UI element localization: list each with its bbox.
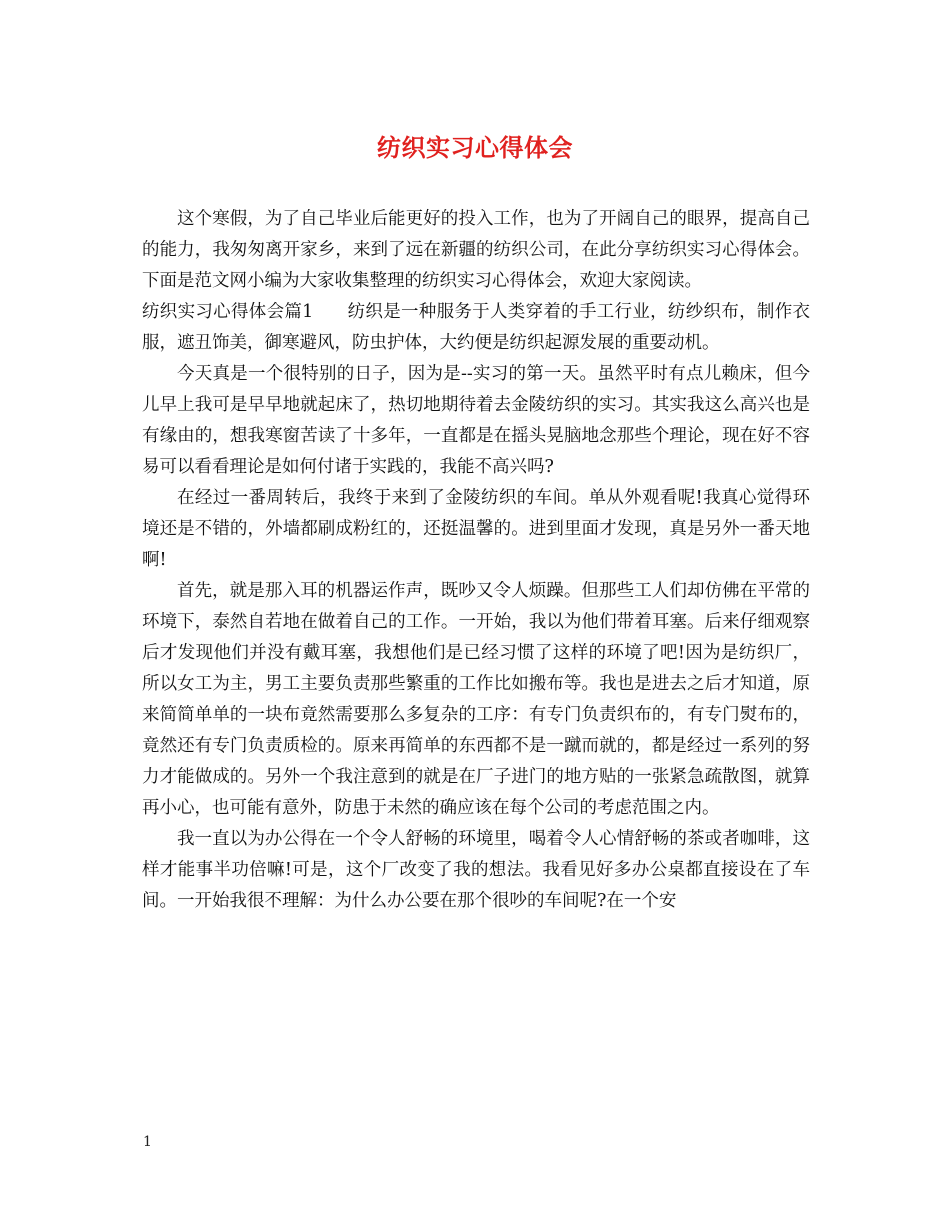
page-number: 1 bbox=[143, 1134, 152, 1150]
body-paragraph: 今天真是一个很特别的日子，因为是--实习的第一天。虽然平时有点儿赖床，但今儿早上我可是早早地就起床了，热切地期待着去金陵纺织的实习。其实我这么高兴也是有缘由的，想我寒窗苦读了十多年，一直都是在摇头晃脑地念那些个理论，现在好不容易可以看看理论是如何付诸于实践的，我能不高兴吗? bbox=[142, 364, 810, 477]
section-label: 纺织实习心得体会篇1 bbox=[142, 302, 314, 322]
section-first-paragraph bbox=[142, 297, 810, 359]
body-paragraph: 首先，就是那入耳的机器运作声，既吵又令人烦躁。但那些工人们却仿佛在平常的环境下，泰然自若地在做着自己的工作。一开始，我以为他们带着耳塞。后来仔细观察后才发现他们并没有戴耳塞，我想他们是已经习惯了这样的环境了吧!因为是纺织厂，所以女工为主，男工主要负责那些繁重的工作比如搬布等。我也是进去之后才知道，原来简简单单的一块布竟然需要那么多复杂的工序：有专门负责织布的，有专门熨布的，竟然还有专门负责质检的。原来再简单的东西都不是一蹴而就的，都是经过一系列的努力才能做成的。另外一个我注意到的就是在厂子进门的地方贴的一张紧急疏散图，就算再小心，也可能有意外，防患于未然的确应该在每个公司的考虑范围之内。 bbox=[142, 581, 810, 818]
section-first-text: 纺织是一种服务于人类穿着的手工行业，纺纱织布，制作衣服，遮丑饰美，御寒避风，防虫护体，大约便是纺织起源发展的重要动机。 bbox=[142, 302, 811, 353]
document-body bbox=[142, 204, 810, 917]
body-paragraph: 在经过一番周转后，我终于来到了金陵纺织的车间。单从外观看呢!我真心觉得环境还是不错的，外墙都刷成粉红的，还挺温馨的。进到里面才发现，真是另外一番天地啊! bbox=[142, 488, 810, 570]
document-title: 纺织实习心得体会 bbox=[377, 133, 573, 162]
body-paragraph: 我一直以为办公得在一个令人舒畅的环境里，喝着令人心情舒畅的茶或者咖啡，这样才能事半功倍嘛!可是，这个厂改变了我的想法。我看见好多办公桌都直接设在了车间。一开始我很不理解：为什么办公要在那个很吵的车间呢?在一个安 bbox=[142, 829, 810, 911]
intro-paragraph: 这个寒假，为了自己毕业后能更好的投入工作，也为了开阔自己的眼界，提高自己的能力，我匆匆离开家乡，来到了远在新疆的纺织公司，在此分享纺织实习心得体会。下面是范文网小编为大家收集整理的纺织实习心得体会，欢迎大家阅读。 bbox=[142, 209, 810, 291]
